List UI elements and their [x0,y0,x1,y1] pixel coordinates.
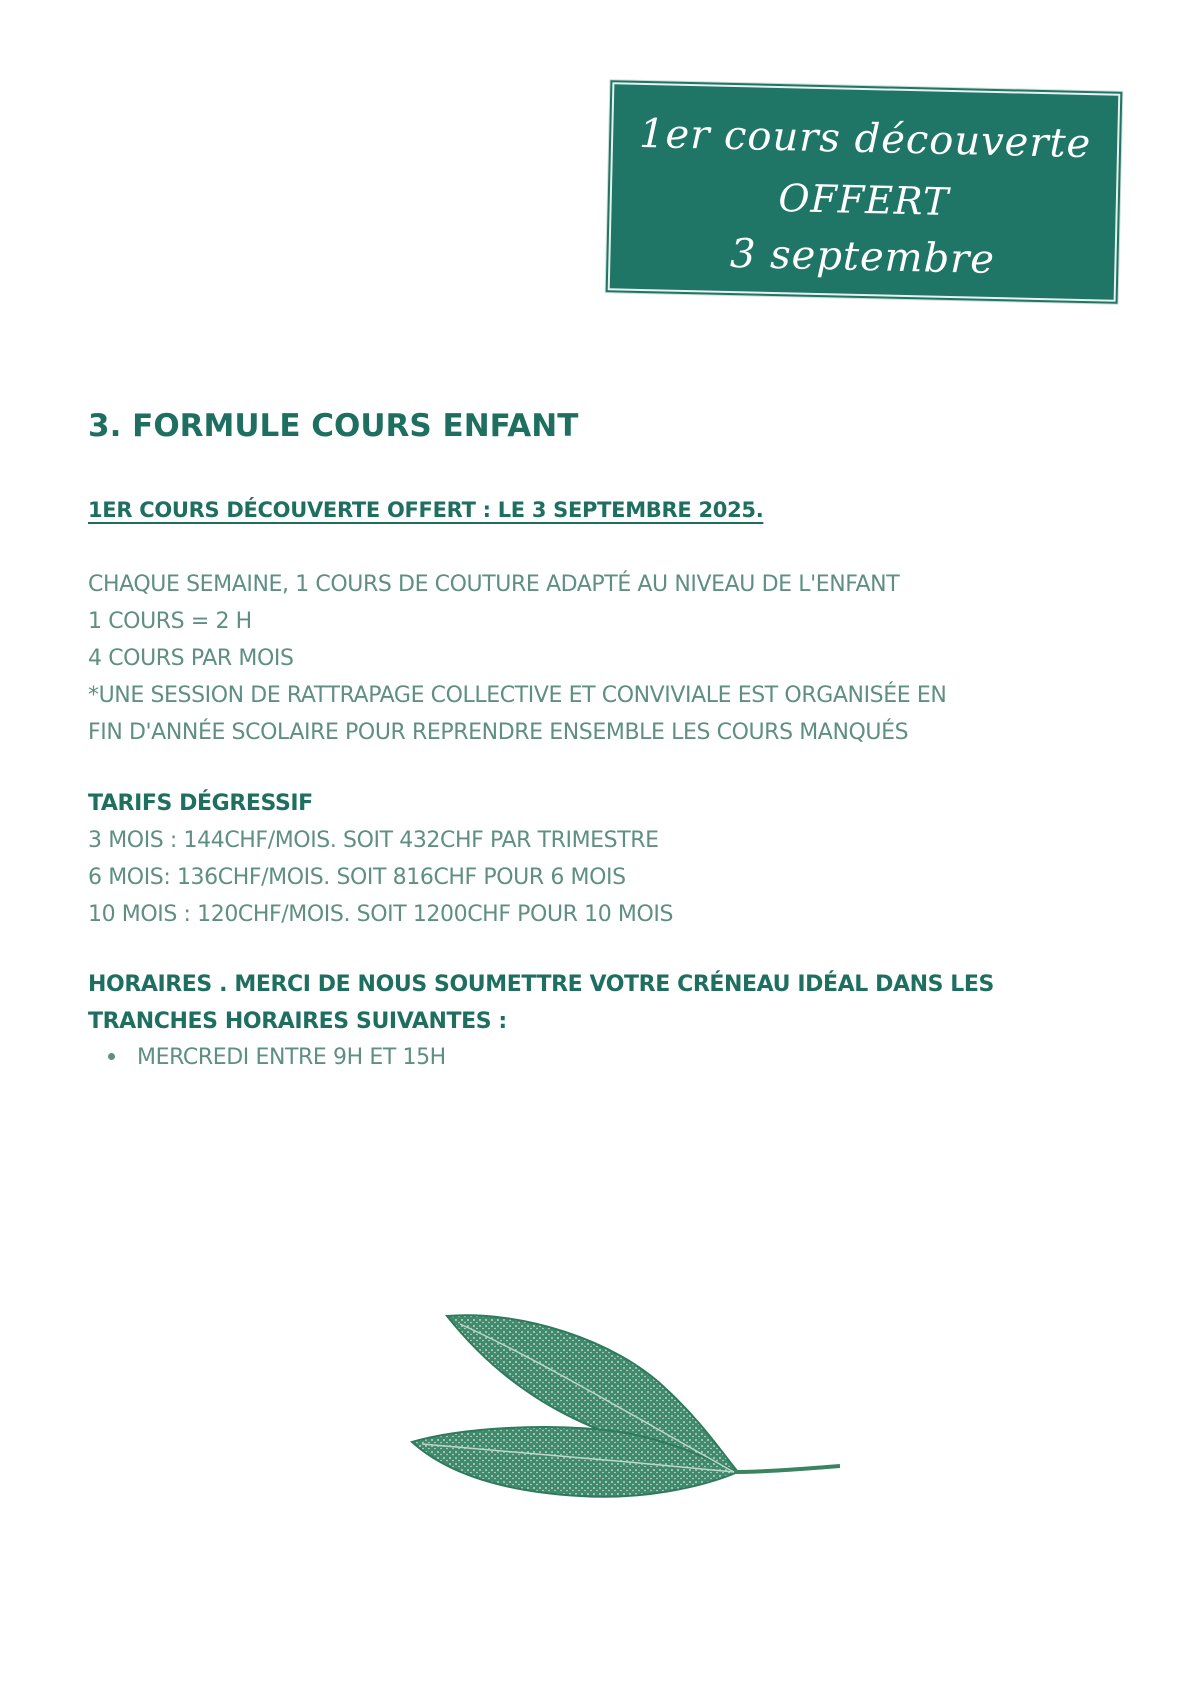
description-line: 4 COURS PAR MOIS [88,646,294,671]
tarifs-heading: TARIFS DÉGRESSIF [88,791,313,816]
description-line: 1 COURS = 2 H [88,609,252,634]
banner-line-3: 3 septembre [729,230,996,283]
tarif-line: 6 MOIS: 136CHF/MOIS. SOIT 816CHF POUR 6 MOIS [88,865,626,890]
tarif-line: 3 MOIS : 144CHF/MOIS. SOIT 432CHF PAR TRIMESTRE [88,828,659,853]
horaires-heading-line-1: HORAIRES . MERCI DE NOUS SOUMETTRE VOTRE CRÉNEAU IDÉAL DANS LES [88,972,994,997]
tarifs-block [88,785,1128,933]
bullet-icon [108,1053,115,1060]
leaf-illustration [400,1300,860,1540]
banner-line-2: OFFERT [777,176,950,224]
horaires-item-text: MERCREDI ENTRE 9H ET 15H [137,1045,446,1070]
horaires-heading-line-2: TRANCHES HORAIRES SUIVANTES : [88,1009,507,1034]
description-line: CHAQUE SEMAINE, 1 COURS DE COUTURE ADAPTÉ AU NIVEAU DE L'ENFANT [88,572,900,597]
tarif-line: 10 MOIS : 120CHF/MOIS. SOIT 1200CHF POUR 10 MOIS [88,902,674,927]
banner-line-1: 1er cours découverte [638,110,1092,168]
description-line: *UNE SESSION DE RATTRAPAGE COLLECTIVE ET CONVIVIALE EST ORGANISÉE EN [88,683,947,708]
leaf-stem [730,1466,840,1472]
section-title: 3. FORMULE COURS ENFANT [88,408,579,444]
description-block [88,566,1128,751]
description-line: FIN D'ANNÉE SCOLAIRE POUR REPRENDRE ENSEMBLE LES COURS MANQUÉS [88,720,909,745]
promo-banner [606,80,1123,304]
horaires-block [88,966,1128,1040]
horaires-list-item [108,1039,446,1076]
offer-line: 1ER COURS DÉCOUVERTE OFFERT : LE 3 SEPTEMBRE 2025. [88,498,764,522]
